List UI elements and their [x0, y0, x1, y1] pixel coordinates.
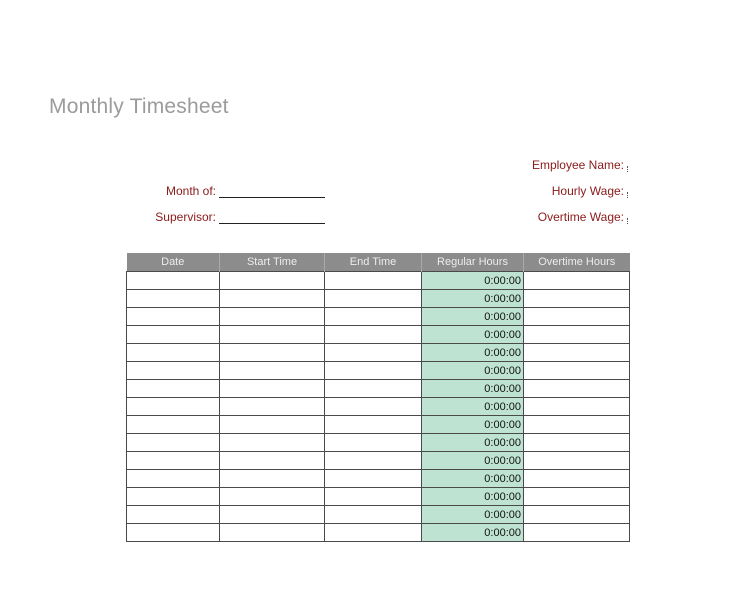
end-time-cell[interactable] — [325, 344, 422, 362]
end-time-cell[interactable] — [325, 290, 422, 308]
employee-name-label: Employee Name: — [531, 158, 624, 172]
regular-hours-cell: 0:00:00 — [422, 344, 524, 362]
date-cell[interactable] — [127, 344, 220, 362]
overtime-hours-cell[interactable] — [524, 272, 630, 290]
regular-hours-cell: 0:00:00 — [422, 272, 524, 290]
column-header-overtime-hours: Overtime Hours — [524, 253, 630, 272]
date-cell[interactable] — [127, 308, 220, 326]
end-time-cell[interactable] — [325, 488, 422, 506]
overtime-hours-cell[interactable] — [524, 326, 630, 344]
overtime-hours-cell[interactable] — [524, 470, 630, 488]
start-time-cell[interactable] — [220, 308, 325, 326]
overtime-hours-cell[interactable] — [524, 362, 630, 380]
start-time-cell[interactable] — [220, 434, 325, 452]
end-time-cell[interactable] — [325, 524, 422, 542]
overtime-hours-cell[interactable] — [524, 488, 630, 506]
regular-hours-cell: 0:00:00 — [422, 452, 524, 470]
end-time-cell[interactable] — [325, 308, 422, 326]
overtime-hours-cell[interactable] — [524, 308, 630, 326]
start-time-cell[interactable] — [220, 488, 325, 506]
start-time-cell[interactable] — [220, 524, 325, 542]
start-time-cell[interactable] — [220, 326, 325, 344]
overtime-hours-cell[interactable] — [524, 290, 630, 308]
regular-hours-cell: 0:00:00 — [422, 470, 524, 488]
start-time-cell[interactable] — [220, 506, 325, 524]
start-time-cell[interactable] — [220, 272, 325, 290]
table-row — [127, 362, 630, 380]
column-header-start-time: Start Time — [220, 253, 325, 272]
overtime-wage-label: Overtime Wage: — [537, 210, 624, 224]
month-of-field[interactable] — [219, 197, 325, 198]
start-time-cell[interactable] — [220, 380, 325, 398]
table-row — [127, 452, 630, 470]
end-time-cell[interactable] — [325, 326, 422, 344]
overtime-hours-cell[interactable] — [524, 434, 630, 452]
end-time-cell[interactable] — [325, 380, 422, 398]
regular-hours-cell: 0:00:00 — [422, 380, 524, 398]
overtime-hours-cell[interactable] — [524, 506, 630, 524]
regular-hours-cell: 0:00:00 — [422, 362, 524, 380]
table-row — [127, 272, 630, 290]
start-time-cell[interactable] — [220, 290, 325, 308]
end-time-cell[interactable] — [325, 434, 422, 452]
page-title: Monthly Timesheet — [49, 95, 229, 118]
end-time-cell[interactable] — [325, 470, 422, 488]
table-row — [127, 506, 630, 524]
table-row — [127, 326, 630, 344]
timesheet-table — [126, 253, 630, 542]
date-cell[interactable] — [127, 272, 220, 290]
hourly-wage-field[interactable] — [627, 192, 629, 198]
end-time-cell[interactable] — [325, 416, 422, 434]
date-cell[interactable] — [127, 452, 220, 470]
end-time-cell[interactable] — [325, 272, 422, 290]
date-cell[interactable] — [127, 488, 220, 506]
table-row — [127, 488, 630, 506]
column-header-regular-hours: Regular Hours — [422, 253, 524, 272]
regular-hours-cell: 0:00:00 — [422, 398, 524, 416]
table-row — [127, 290, 630, 308]
date-cell[interactable] — [127, 362, 220, 380]
start-time-cell[interactable] — [220, 362, 325, 380]
employee-name-field[interactable] — [627, 166, 629, 172]
end-time-cell[interactable] — [325, 452, 422, 470]
end-time-cell[interactable] — [325, 398, 422, 416]
date-cell[interactable] — [127, 398, 220, 416]
overtime-hours-cell[interactable] — [524, 380, 630, 398]
start-time-cell[interactable] — [220, 452, 325, 470]
start-time-cell[interactable] — [220, 416, 325, 434]
table-row — [127, 308, 630, 326]
start-time-cell[interactable] — [220, 470, 325, 488]
date-cell[interactable] — [127, 524, 220, 542]
regular-hours-cell: 0:00:00 — [422, 488, 524, 506]
date-cell[interactable] — [127, 506, 220, 524]
month-of-label: Month of: — [165, 184, 216, 198]
column-header-date: Date — [127, 253, 220, 272]
table-row — [127, 524, 630, 542]
overtime-hours-cell[interactable] — [524, 398, 630, 416]
start-time-cell[interactable] — [220, 398, 325, 416]
table-row — [127, 470, 630, 488]
regular-hours-cell: 0:00:00 — [422, 326, 524, 344]
hourly-wage-label: Hourly Wage: — [551, 184, 624, 198]
regular-hours-cell: 0:00:00 — [422, 434, 524, 452]
table-row — [127, 380, 630, 398]
regular-hours-cell: 0:00:00 — [422, 290, 524, 308]
start-time-cell[interactable] — [220, 344, 325, 362]
regular-hours-cell: 0:00:00 — [422, 506, 524, 524]
supervisor-label: Supervisor: — [155, 210, 216, 224]
regular-hours-cell: 0:00:00 — [422, 524, 524, 542]
overtime-hours-cell[interactable] — [524, 452, 630, 470]
date-cell[interactable] — [127, 380, 220, 398]
date-cell[interactable] — [127, 470, 220, 488]
regular-hours-cell: 0:00:00 — [422, 416, 524, 434]
regular-hours-cell: 0:00:00 — [422, 308, 524, 326]
supervisor-field[interactable] — [219, 223, 325, 224]
overtime-hours-cell[interactable] — [524, 416, 630, 434]
date-cell[interactable] — [127, 326, 220, 344]
end-time-cell[interactable] — [325, 506, 422, 524]
overtime-wage-field[interactable] — [627, 218, 629, 224]
end-time-cell[interactable] — [325, 362, 422, 380]
date-cell[interactable] — [127, 416, 220, 434]
date-cell[interactable] — [127, 434, 220, 452]
table-header-row — [127, 253, 630, 272]
table-row — [127, 398, 630, 416]
table-row — [127, 344, 630, 362]
overtime-hours-cell[interactable] — [524, 524, 630, 542]
table-row — [127, 434, 630, 452]
date-cell[interactable] — [127, 290, 220, 308]
table-row — [127, 416, 630, 434]
column-header-end-time: End Time — [325, 253, 422, 272]
overtime-hours-cell[interactable] — [524, 344, 630, 362]
